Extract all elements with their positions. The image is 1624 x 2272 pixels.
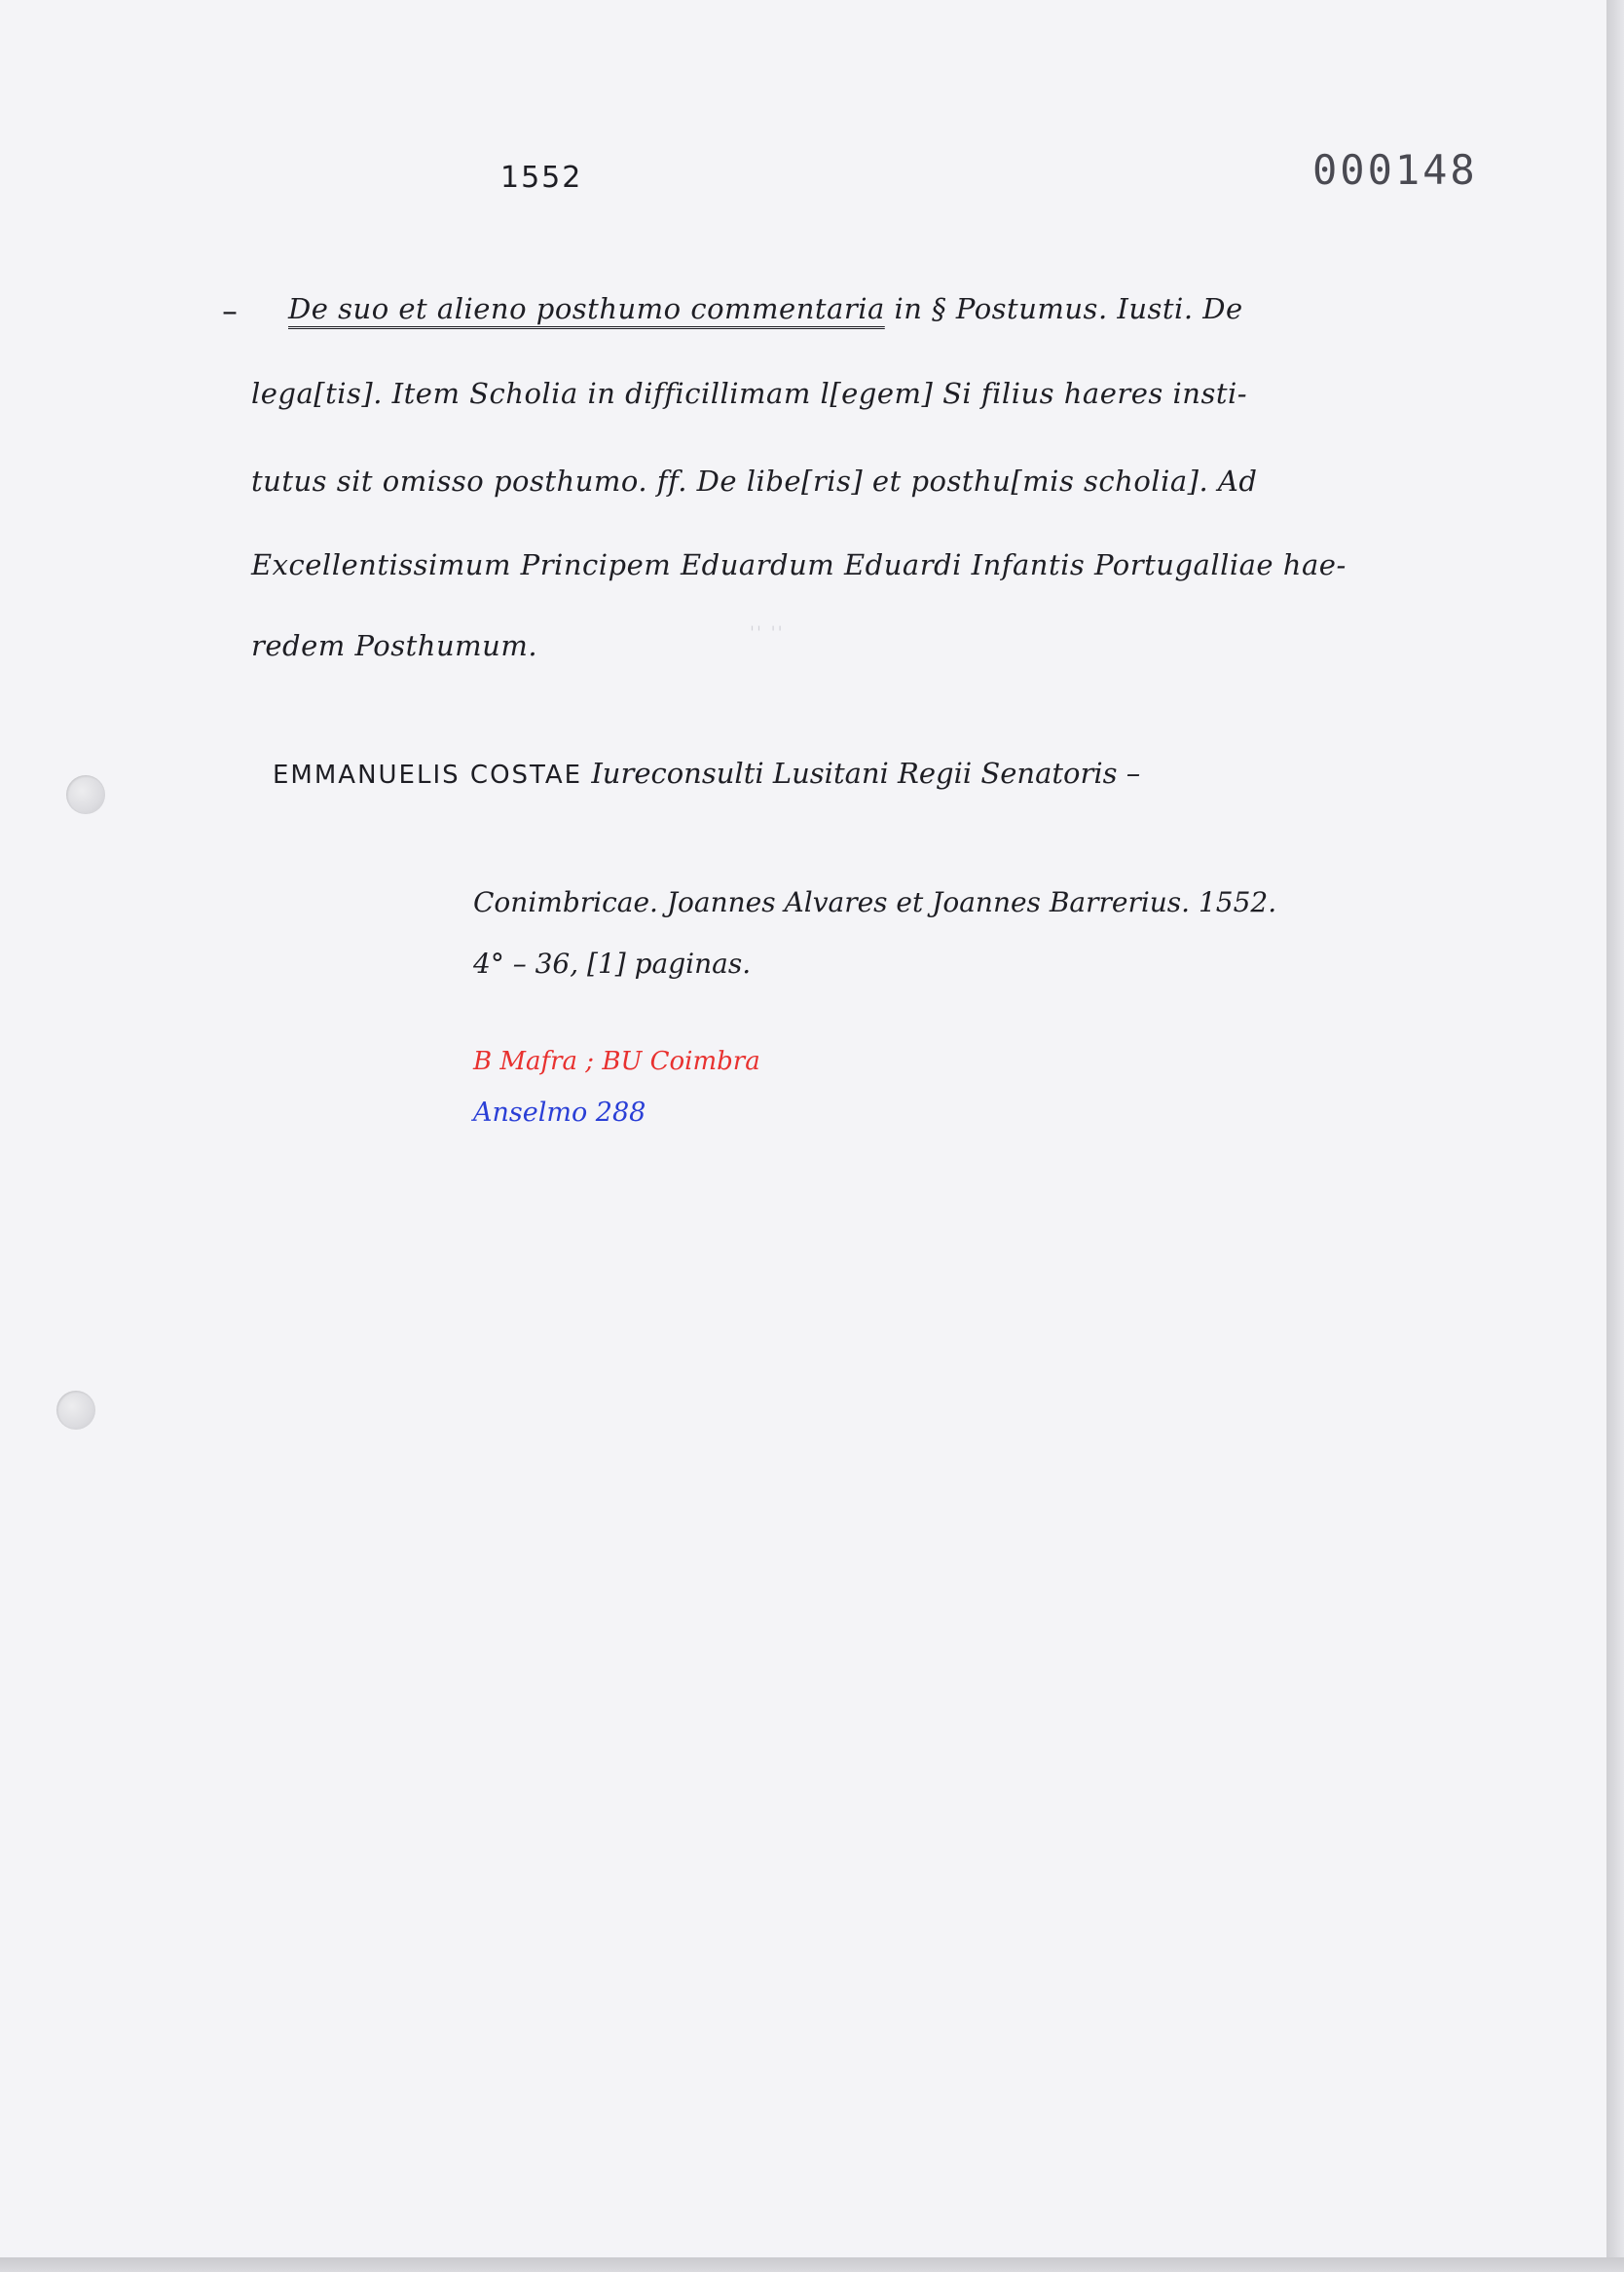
punch-hole-upper: [66, 775, 105, 814]
bibliography-reference: Anselmo 288: [473, 1098, 646, 1128]
title-line-3: tutus sit omisso posthumo. ff. De libe[ris] et posthu[mis scholia]. Ad: [251, 465, 1258, 498]
author-name-caps: EMMANUELIS COSTAE: [273, 761, 583, 790]
year-heading: 1552: [500, 161, 583, 195]
title-underlined: De suo et alieno posthumo commentaria: [288, 292, 885, 325]
title-line-1-rest: in § Postumus. Iusti. De: [884, 292, 1243, 325]
entry-dash: –: [222, 292, 238, 329]
author-description: Iureconsulti Lusitani Regii Senatoris –: [582, 757, 1141, 790]
page-edge-right: [1606, 0, 1624, 2272]
holdings-note: B Mafra ; BU Coimbra: [473, 1047, 760, 1076]
stamp-number: 000148: [1312, 146, 1478, 194]
author-line: [273, 757, 1140, 790]
title-line-5: redem Posthumum.: [251, 629, 538, 662]
imprint-line-2: 4° – 36, [1] paginas.: [473, 948, 752, 980]
title-line-4: Excellentissimum Principem Eduardum Eduardi Infantis Portugalliae hae-: [251, 548, 1347, 581]
punch-hole-lower: [56, 1391, 95, 1430]
faint-mark: ˈˈ ˈˈ: [750, 623, 785, 644]
title-line-1: [288, 292, 1243, 325]
imprint-line-1: Conimbricae. Joannes Alvares et Joannes Barrerius. 1552.: [473, 886, 1277, 918]
title-line-2: lega[tis]. Item Scholia in difficillimam l[egem] Si filius haeres insti-: [251, 377, 1248, 410]
page-edge-bottom: [0, 2257, 1624, 2272]
